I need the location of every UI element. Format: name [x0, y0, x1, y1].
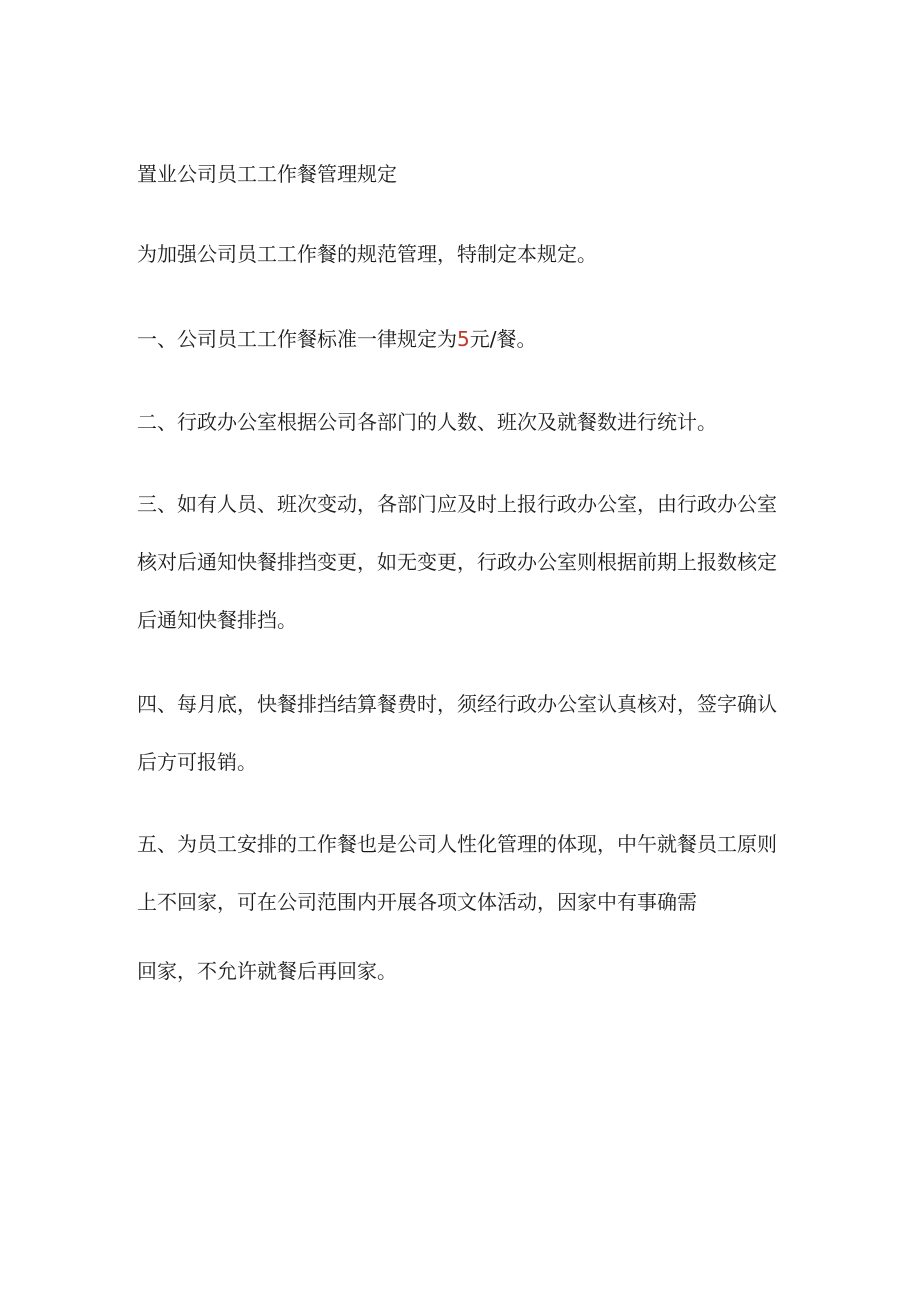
item-5-line-2: 上不回家，可在公司范围内开展各项文体活动，因家中有事确需 — [137, 890, 697, 914]
item-4-line-2: 后方可报销。 — [137, 750, 257, 774]
item-2: 二、行政办公室根据公司各部门的人数、班次及就餐数进行统计。 — [137, 410, 717, 434]
item-4-line-1: 四、每月底，快餐排挡结算餐费时，须经行政办公室认真核对，签字确认 — [137, 692, 777, 716]
item-1-prefix: 一、公司员工工作餐标准一律规定为 — [137, 327, 457, 351]
intro-paragraph: 为加强公司员工工作餐的规范管理，特制定本规定。 — [137, 242, 597, 266]
item-1-suffix: 元/餐。 — [469, 327, 537, 351]
item-3-line-3: 后通知快餐排挡。 — [137, 608, 297, 632]
document-title: 置业公司员工工作餐管理规定 — [137, 162, 397, 186]
item-5-line-3: 回家，不允许就餐后再回家。 — [137, 959, 397, 983]
item-3-line-2: 核对后通知快餐排挡变更，如无变更，行政办公室则根据前期上报数核定 — [137, 550, 777, 574]
item-1 — [137, 325, 536, 353]
item-3-line-1: 三、如有人员、班次变动，各部门应及时上报行政办公室，由行政办公室 — [137, 492, 777, 516]
meal-amount: 5 — [457, 327, 470, 351]
item-5-line-1: 五、为员工安排的工作餐也是公司人性化管理的体现，中午就餐员工原则 — [137, 832, 777, 856]
